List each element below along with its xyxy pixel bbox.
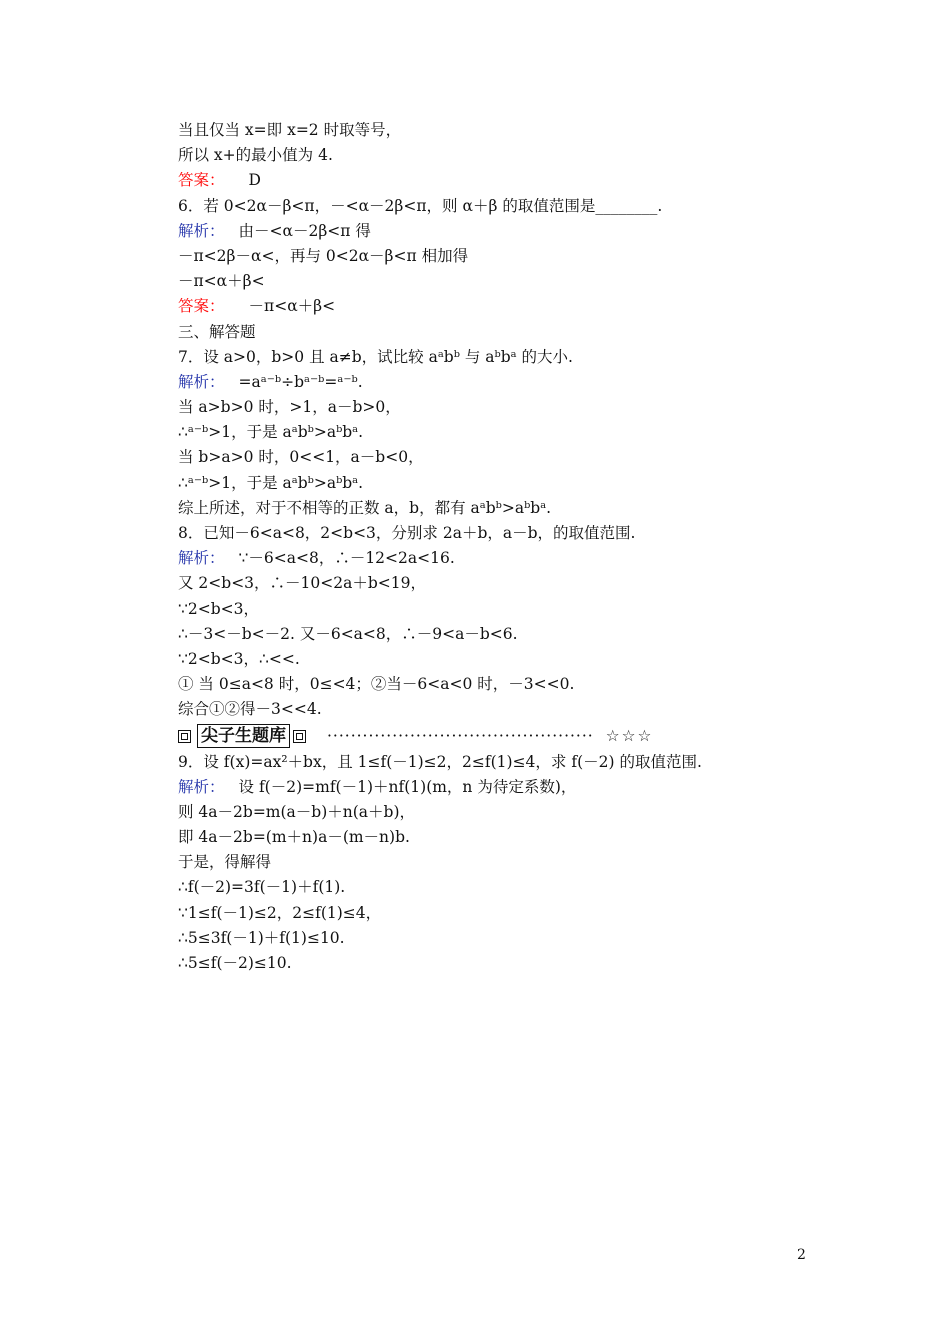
text-line xyxy=(178,926,778,951)
line-text: 7．设 a>0，b>0 且 a≠b，试比较 aᵃbᵇ 与 aᵇbᵃ 的大小. xyxy=(178,347,573,366)
line-text: 于是，得解得 xyxy=(178,853,272,872)
text-line xyxy=(178,597,778,622)
line-text: －π<α＋β< xyxy=(248,297,336,316)
banner-title: 尖子生题库 xyxy=(197,724,290,748)
text-line xyxy=(178,345,778,370)
line-text: －π<α＋β< xyxy=(178,272,265,291)
answer-label: 答案： xyxy=(178,297,225,316)
text-line xyxy=(178,775,778,800)
text-line xyxy=(178,294,778,319)
line-text: 6．若 0<2α－β<π，－<α－2β<π，则 α＋β 的取值范围是________. xyxy=(178,196,663,215)
line-text: ∴f(－2)=3f(－1)＋f(1). xyxy=(178,878,346,897)
text-line xyxy=(178,496,778,521)
line-text: D xyxy=(248,171,261,190)
text-line xyxy=(178,850,778,875)
solution-lines-bottom xyxy=(178,750,778,977)
line-text: ∵－6<a<8，∴－12<2a<16. xyxy=(238,549,455,568)
line-text: 即 4a－2b=(m＋n)a－(m－n)b. xyxy=(178,828,410,847)
text-line xyxy=(178,370,778,395)
text-line xyxy=(178,194,778,219)
text-line xyxy=(178,244,778,269)
text-line xyxy=(178,875,778,900)
text-line xyxy=(178,420,778,445)
line-text: 所以 x+的最小值为 4. xyxy=(178,146,333,165)
banner-dots: ············································· xyxy=(327,726,594,745)
line-text: ∴5≤f(－2)≤10. xyxy=(178,954,292,972)
analysis-label: 解析： xyxy=(178,549,225,568)
line-text: 8．已知－6<a<8，2<b<3，分别求 2a＋b，a－b，的取值范围. xyxy=(178,524,636,542)
text-line xyxy=(178,269,778,294)
line-text: 综上所述，对于不相等的正数 a，b，都有 aᵃbᵇ>aᵇbᵃ. xyxy=(178,498,552,517)
line-text: ∴ᵃ⁻ᵇ>1，于是 aᵃbᵇ>aᵇbᵃ. xyxy=(178,423,364,442)
text-line xyxy=(178,672,778,697)
text-line xyxy=(178,697,778,722)
line-text: 又 2<b<3，∴－10<2a＋b<19， xyxy=(178,574,426,593)
square-icon xyxy=(293,730,306,743)
text-line xyxy=(178,800,778,825)
text-line xyxy=(178,546,778,571)
line-text: －π<2β－α<，再与 0<2α－β<π 相加得 xyxy=(178,246,469,265)
line-text: ∴－3<－b<－2. 又－6<a<8，∴－9<a－b<6. xyxy=(178,624,518,643)
text-line xyxy=(178,750,778,775)
line-text: 综合①②得－3<<4. xyxy=(178,700,322,719)
line-text: ∵1≤f(－1)≤2，2≤f(1)≤4， xyxy=(178,903,382,922)
line-text: 设 f(－2)=mf(－1)＋nf(1)(m，n 为待定系数)， xyxy=(238,777,577,796)
text-line xyxy=(178,168,778,193)
square-icon xyxy=(178,730,191,743)
line-text: 当且仅当 x=即 x=2 时取等号， xyxy=(178,121,402,139)
text-line xyxy=(178,445,778,470)
text-line xyxy=(178,219,778,244)
answer-label: 答案： xyxy=(178,171,225,190)
text-line xyxy=(178,622,778,647)
page-content xyxy=(178,118,778,976)
line-text: 由－<α－2β<π 得 xyxy=(238,221,371,240)
text-line xyxy=(178,951,778,976)
star-rating-icons: ☆☆☆ xyxy=(605,726,654,745)
analysis-label: 解析： xyxy=(178,372,225,391)
line-text: ① 当 0≤a<8 时，0≤<4；②当－6<a<0 时，－3<<0. xyxy=(178,675,575,694)
line-text: ∵2<b<3， xyxy=(178,599,259,618)
section-banner xyxy=(178,723,778,750)
line-text: 则 4a－2b=m(a－b)＋n(a＋b)， xyxy=(178,802,415,821)
text-line xyxy=(178,118,778,143)
line-text: 当 b>a>0 时，0<<1，a－b<0， xyxy=(178,448,424,467)
text-line xyxy=(178,395,778,420)
line-text: ∴ᵃ⁻ᵇ>1，于是 aᵃbᵇ>aᵇbᵃ. xyxy=(178,473,364,492)
solution-lines-top xyxy=(178,118,778,723)
text-line xyxy=(178,320,778,345)
analysis-label: 解析： xyxy=(178,777,225,796)
page-number: 2 xyxy=(797,1247,806,1263)
text-line xyxy=(178,471,778,496)
line-text: 9．设 f(x)=ax²＋bx，且 1≤f(－1)≤2，2≤f(1)≤4，求 f(－2) 的取值范围. xyxy=(178,752,702,771)
line-text: =aᵃ⁻ᵇ÷bᵃ⁻ᵇ=ᵃ⁻ᵇ. xyxy=(238,372,363,391)
text-line xyxy=(178,825,778,850)
line-text: 当 a>b>0 时，>1，a－b>0， xyxy=(178,398,401,417)
text-line xyxy=(178,143,778,168)
analysis-label: 解析： xyxy=(178,221,225,240)
line-text: 三、解答题 xyxy=(178,322,256,341)
line-text: ∴5≤3f(－1)＋f(1)≤10. xyxy=(178,928,345,947)
text-line xyxy=(178,521,778,546)
text-line xyxy=(178,571,778,596)
text-line xyxy=(178,901,778,926)
line-text: ∵2<b<3，∴<<. xyxy=(178,649,300,668)
text-line xyxy=(178,647,778,672)
